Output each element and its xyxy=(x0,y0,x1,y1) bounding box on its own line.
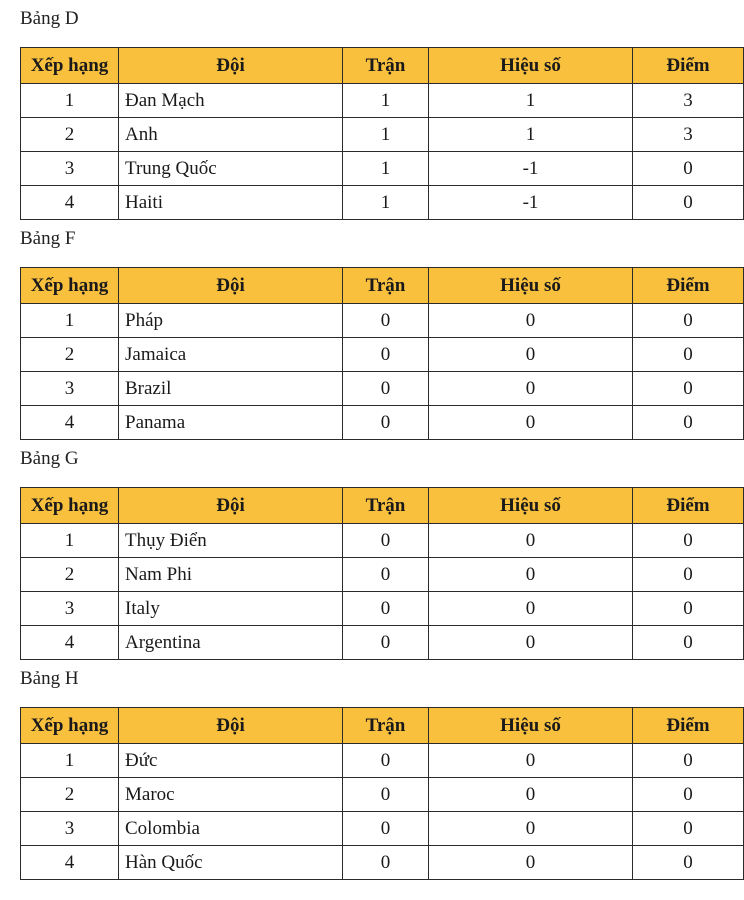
cell-goal-difference: 0 xyxy=(429,778,633,812)
cell-points: 0 xyxy=(633,626,744,660)
cell-goal-difference: 0 xyxy=(429,406,633,440)
cell-played: 0 xyxy=(343,744,429,778)
table-row xyxy=(21,372,744,406)
cell-rank: 3 xyxy=(21,152,119,186)
cell-points: 0 xyxy=(633,372,744,406)
cell-rank: 3 xyxy=(21,372,119,406)
cell-rank: 4 xyxy=(21,626,119,660)
group-title: Bảng G xyxy=(20,448,79,469)
header-rank: Xếp hạng xyxy=(21,488,119,524)
table-row xyxy=(21,84,744,118)
cell-points: 0 xyxy=(633,592,744,626)
cell-goal-difference: 0 xyxy=(429,338,633,372)
cell-goal-difference: -1 xyxy=(429,152,633,186)
cell-rank: 2 xyxy=(21,558,119,592)
cell-played: 1 xyxy=(343,152,429,186)
cell-points: 0 xyxy=(633,186,744,220)
cell-rank: 4 xyxy=(21,406,119,440)
cell-played: 0 xyxy=(343,592,429,626)
cell-goal-difference: 1 xyxy=(429,84,633,118)
table-row xyxy=(21,338,744,372)
cell-team: Thụy Điển xyxy=(119,524,343,558)
header-points: Điểm xyxy=(633,488,744,524)
standings-table xyxy=(20,707,744,880)
cell-goal-difference: 0 xyxy=(429,372,633,406)
table-row xyxy=(21,118,744,152)
header-points: Điểm xyxy=(633,268,744,304)
cell-rank: 4 xyxy=(21,186,119,220)
table-row xyxy=(21,592,744,626)
header-played: Trận xyxy=(343,48,429,84)
table-header-row xyxy=(21,708,744,744)
cell-points: 0 xyxy=(633,304,744,338)
group-title: Bảng F xyxy=(20,228,76,249)
header-team: Đội xyxy=(119,488,343,524)
cell-rank: 2 xyxy=(21,118,119,152)
cell-played: 1 xyxy=(343,118,429,152)
cell-rank: 1 xyxy=(21,304,119,338)
cell-team: Trung Quốc xyxy=(119,152,343,186)
cell-played: 0 xyxy=(343,406,429,440)
cell-goal-difference: 0 xyxy=(429,626,633,660)
cell-team: Colombia xyxy=(119,812,343,846)
table-header-row xyxy=(21,48,744,84)
cell-goal-difference: 0 xyxy=(429,304,633,338)
header-played: Trận xyxy=(343,268,429,304)
cell-played: 1 xyxy=(343,84,429,118)
cell-rank: 2 xyxy=(21,338,119,372)
cell-rank: 3 xyxy=(21,592,119,626)
cell-points: 0 xyxy=(633,846,744,880)
cell-points: 0 xyxy=(633,558,744,592)
header-played: Trận xyxy=(343,708,429,744)
table-row xyxy=(21,778,744,812)
header-goal-difference: Hiệu số xyxy=(429,708,633,744)
cell-team: Pháp xyxy=(119,304,343,338)
cell-points: 0 xyxy=(633,524,744,558)
standings-table xyxy=(20,267,744,440)
table-header-row xyxy=(21,268,744,304)
header-team: Đội xyxy=(119,268,343,304)
header-rank: Xếp hạng xyxy=(21,268,119,304)
cell-played: 0 xyxy=(343,338,429,372)
cell-goal-difference: 0 xyxy=(429,812,633,846)
cell-points: 0 xyxy=(633,406,744,440)
cell-goal-difference: 1 xyxy=(429,118,633,152)
header-played: Trận xyxy=(343,488,429,524)
cell-played: 1 xyxy=(343,186,429,220)
table-header-row xyxy=(21,488,744,524)
cell-goal-difference: 0 xyxy=(429,744,633,778)
cell-points: 3 xyxy=(633,118,744,152)
cell-played: 0 xyxy=(343,778,429,812)
cell-rank: 4 xyxy=(21,846,119,880)
cell-rank: 1 xyxy=(21,84,119,118)
cell-team: Haiti xyxy=(119,186,343,220)
cell-played: 0 xyxy=(343,372,429,406)
table-row xyxy=(21,406,744,440)
cell-rank: 1 xyxy=(21,524,119,558)
table-row xyxy=(21,186,744,220)
header-rank: Xếp hạng xyxy=(21,708,119,744)
table-row xyxy=(21,558,744,592)
standings-table xyxy=(20,47,744,220)
cell-team: Nam Phi xyxy=(119,558,343,592)
header-team: Đội xyxy=(119,708,343,744)
cell-rank: 2 xyxy=(21,778,119,812)
table-row xyxy=(21,812,744,846)
cell-goal-difference: -1 xyxy=(429,186,633,220)
cell-rank: 1 xyxy=(21,744,119,778)
table-row xyxy=(21,744,744,778)
cell-points: 0 xyxy=(633,152,744,186)
cell-team: Panama xyxy=(119,406,343,440)
cell-team: Đan Mạch xyxy=(119,84,343,118)
cell-goal-difference: 0 xyxy=(429,846,633,880)
cell-rank: 3 xyxy=(21,812,119,846)
cell-team: Anh xyxy=(119,118,343,152)
standings-table xyxy=(20,487,744,660)
cell-team: Italy xyxy=(119,592,343,626)
cell-goal-difference: 0 xyxy=(429,592,633,626)
table-row xyxy=(21,626,744,660)
cell-team: Đức xyxy=(119,744,343,778)
cell-goal-difference: 0 xyxy=(429,524,633,558)
cell-team: Hàn Quốc xyxy=(119,846,343,880)
header-goal-difference: Hiệu số xyxy=(429,488,633,524)
header-team: Đội xyxy=(119,48,343,84)
cell-team: Maroc xyxy=(119,778,343,812)
cell-played: 0 xyxy=(343,626,429,660)
table-row xyxy=(21,152,744,186)
cell-points: 0 xyxy=(633,812,744,846)
cell-points: 0 xyxy=(633,744,744,778)
group-title: Bảng H xyxy=(20,668,79,689)
cell-team: Brazil xyxy=(119,372,343,406)
cell-points: 0 xyxy=(633,778,744,812)
cell-goal-difference: 0 xyxy=(429,558,633,592)
table-row xyxy=(21,524,744,558)
cell-team: Jamaica xyxy=(119,338,343,372)
cell-team: Argentina xyxy=(119,626,343,660)
header-rank: Xếp hạng xyxy=(21,48,119,84)
header-goal-difference: Hiệu số xyxy=(429,48,633,84)
header-points: Điểm xyxy=(633,708,744,744)
cell-played: 0 xyxy=(343,304,429,338)
table-row xyxy=(21,304,744,338)
cell-played: 0 xyxy=(343,846,429,880)
header-points: Điểm xyxy=(633,48,744,84)
cell-points: 3 xyxy=(633,84,744,118)
group-title: Bảng D xyxy=(20,8,79,29)
cell-played: 0 xyxy=(343,558,429,592)
cell-played: 0 xyxy=(343,524,429,558)
table-row xyxy=(21,846,744,880)
cell-points: 0 xyxy=(633,338,744,372)
header-goal-difference: Hiệu số xyxy=(429,268,633,304)
cell-played: 0 xyxy=(343,812,429,846)
